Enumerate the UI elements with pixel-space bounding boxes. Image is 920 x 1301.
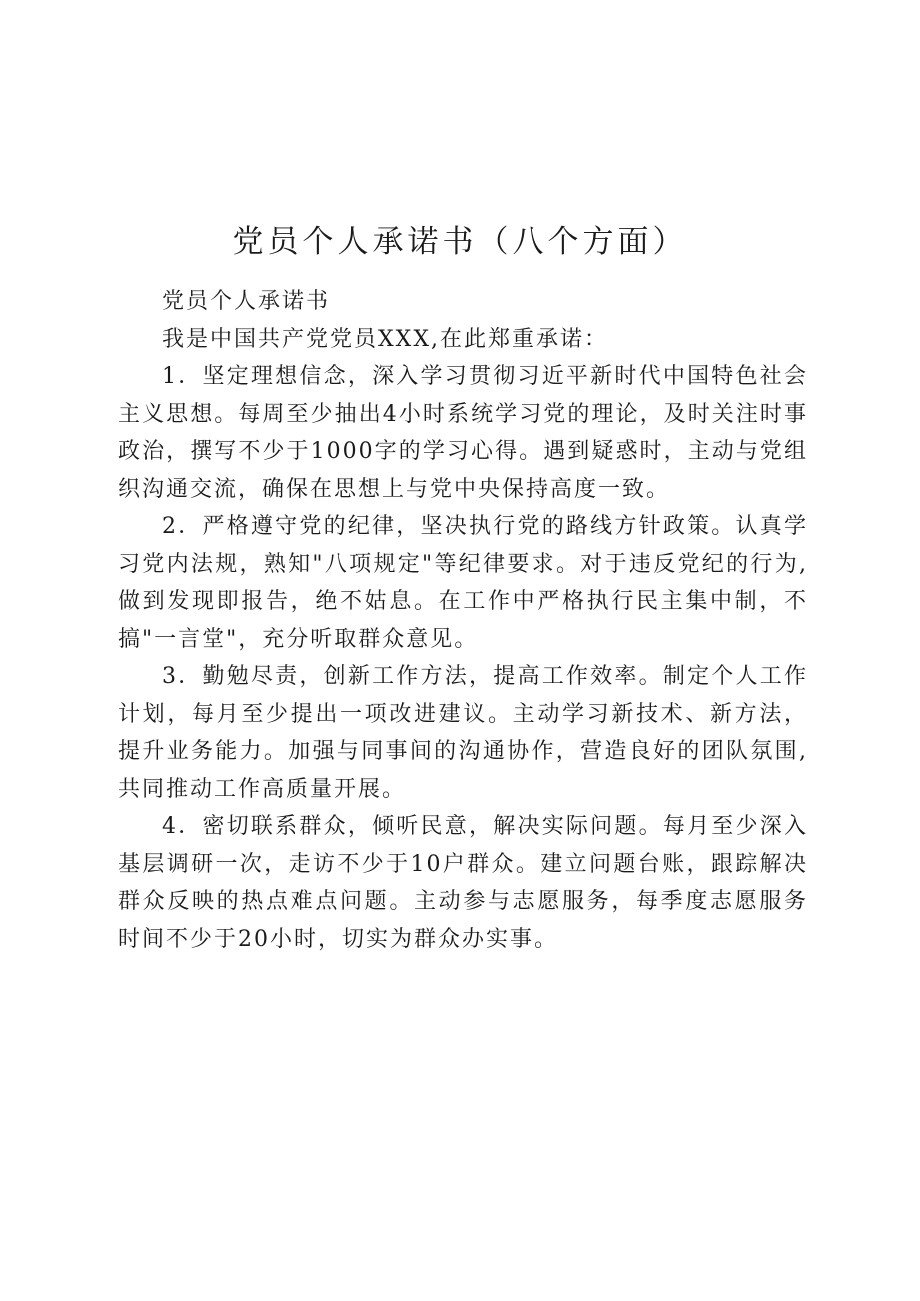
commitment-item-4: 4．密切联系群众，倾听民意，解决实际问题。每月至少深入基层调研一次，走访不少于10户群众。建立问题台账，跟踪解决群众反映的热点难点问题。主动参与志愿服务，每季度志愿服务时间不少于20小时，切实为群众办实事。 <box>118 814 808 952</box>
intro-paragraph: 我是中国共产党党员XXX,在此郑重承诺： <box>162 326 608 352</box>
document-body <box>118 283 808 958</box>
commitment-item-3: 3．勤勉尽责，创新工作方法，提高工作效率。制定个人工作计划，每月至少提出一项改进建议。主动学习新技术、新方法，提升业务能力。加强与同事间的沟通协作，营造良好的团队氛围,共同推动工作高质量开展。 <box>118 664 808 802</box>
document-heading: 党员个人承诺书 <box>162 289 331 314</box>
commitment-item-2: 2．严格遵守党的纪律，坚决执行党的路线方针政策。认真学习党内法规，熟知"八项规定"等纪律要求。对于违反党纪的行为,做到发现即报告，绝不姑息。在工作中严格执行民主集中制，不搞"一言堂"，充分听取群众意见。 <box>118 514 808 652</box>
document-title: 党员个人承诺书（八个方面） <box>232 224 688 260</box>
commitment-item-1: 1．坚定理想信念，深入学习贯彻习近平新时代中国特色社会主义思想。每周至少抽出4小时系统学习党的理论，及时关注时事政治，撰写不少于1000字的学习心得。遇到疑惑时，主动与党组织沟通交流，确保在思想上与党中央保持高度一致。 <box>118 364 808 502</box>
